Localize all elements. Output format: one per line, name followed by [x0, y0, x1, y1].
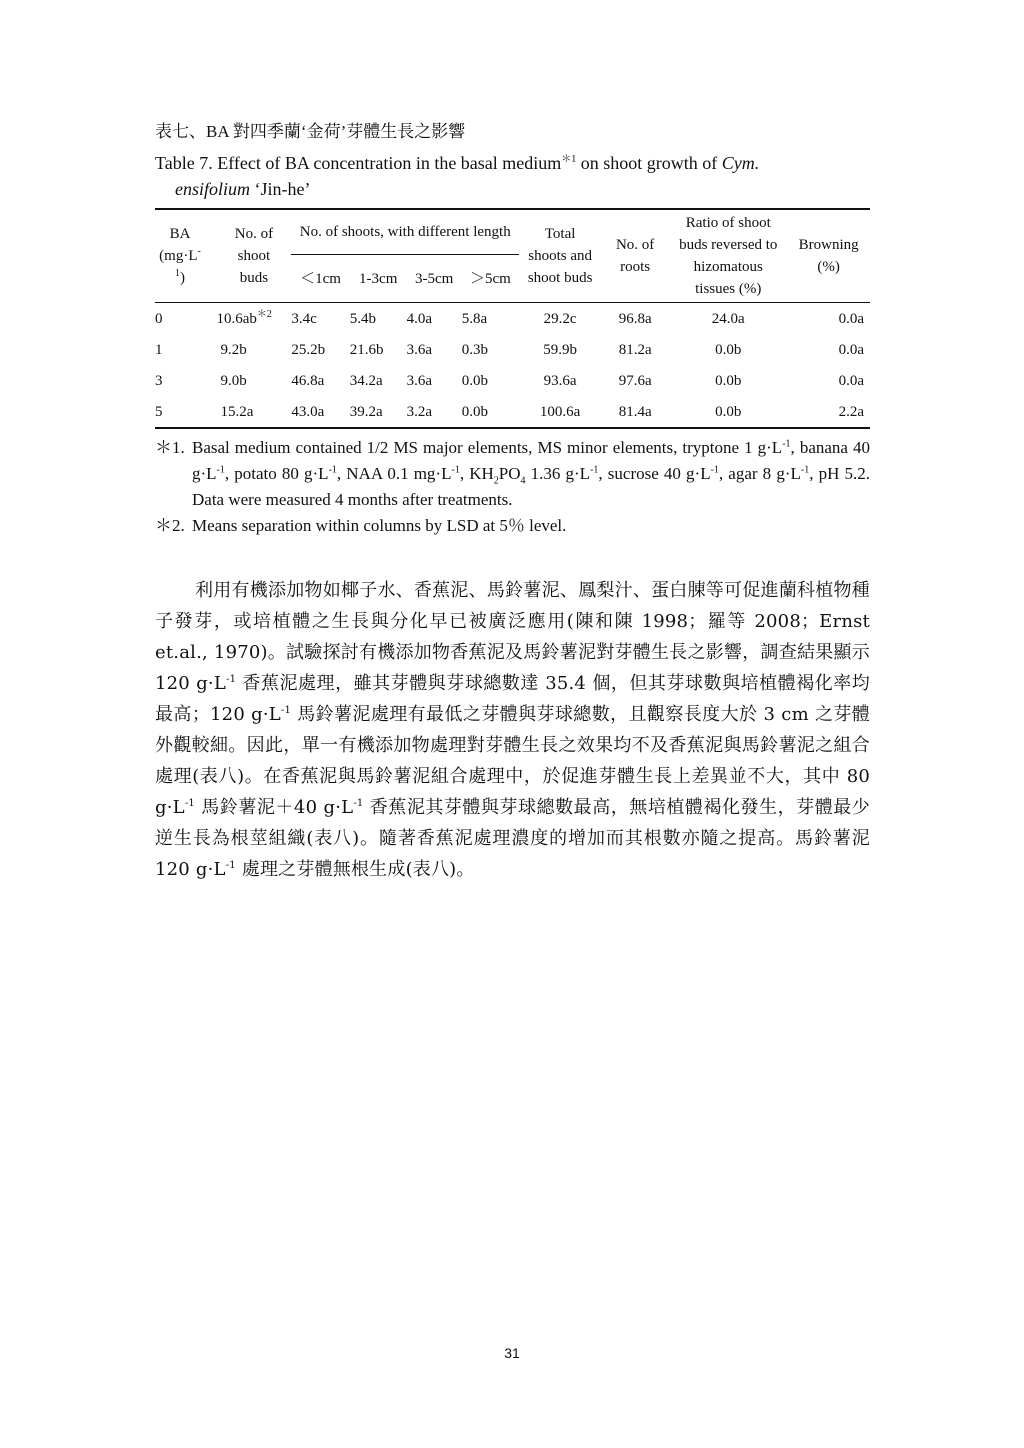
header-ratio: Ratio of shoot buds reversed to hizomatous tissues (%) — [669, 209, 787, 303]
body-paragraph: 利用有機添加物如椰子水、香蕉泥、馬鈴薯泥、鳳梨汁、蛋白腖等可促進蘭科植物種子發芽，或培植體之生長與分化早已被廣泛應用(陳和陳 1998；羅等 2008；Ernst et.al., 1970)。試驗探討有機添加物香蕉泥及馬鈴薯泥對芽體生長之影響，調查結果顯示 120 $g\cdot L^{-1}$ 香蕉泥處理，雖其芽體與芽球總數達 35.4 個，但其芽球數與培植體褐化率均最高；120 $g\cdot L^{-1}$ 馬鈴薯泥處理有最低之芽體與芽球總數，且觀察長度大於 3 cm 之芽體外觀較細。因此，單一有機添加物處理對芽體生長之效果均不及香蕉泥與馬鈴薯泥之組合處理(表八)。在香蕉泥與馬鈴薯泥組合處理中，於促進芽體生長上差異並不大，其中 80 $g\cdot L^{-1}$ 馬鈴薯泥＋40 $g\cdot L^{-1}$ 香蕉泥其芽體與芽球總數最高，無培植體褐化發生，芽體最少逆生長為根莖組織(表八)。隨著香蕉泥處理濃度的增加而其根數亦隨之提高。馬鈴薯泥 120 $g\cdot L^{-1}$ 處理之芽體無根生成(表八)。 — [155, 580, 870, 880]
header-shoots-group: No. of shoots, with different length — [291, 209, 519, 255]
header-shoot-buds: No. of shoot buds — [216, 209, 291, 303]
caption-footnote-mark: ＊1 — [561, 154, 577, 165]
buds-footnote-mark: ＊2 — [256, 308, 272, 320]
table-row: 5 15.2a 43.0a 39.2a 3.2a 0.0b 100.6a 81.4a 0.0b 2.2a — [155, 396, 870, 428]
table-caption-english — [155, 150, 870, 202]
table-row: 3 9.0b 46.8a 34.2a 3.6a 0.0b 93.6a 97.6a 0.0b 0.0a — [155, 372, 864, 389]
subheader-3-5cm: 3-5cm — [407, 255, 462, 303]
subheader-1-3cm: 1-3cm — [350, 255, 407, 303]
caption-indent — [155, 176, 310, 202]
table-row: 1 9.2b 25.2b 21.6b 3.6a 0.3b 59.9b 81.2a 0.0b 0.0a — [155, 341, 864, 358]
footnote-1: ＊1. Basal medium contained 1/2 MS major elements, MS minor elements, tryptone 1 $g\cdot L^{-1}$, banana 40 $g\cdot L^{-1}$, potato 80 $g\cdot L^{-1}$, NAA 0.1 $mg\cdot L^{-1}$, $KH_2PO_4$ 1.36 $g\cdot L^{-1}$, sucrose 40 $g\cdot L^{-1}$, agar 8 $g\cdot L^{-1}$, pH 5.2. Data were measured 4 months after treatments. — [155, 435, 870, 513]
data-table — [155, 208, 870, 429]
footnote-2-mark: ＊2. — [155, 516, 185, 535]
header-total: Total shoots and shoot buds — [519, 209, 601, 303]
caption-species-epithet: ensifolium — [175, 179, 250, 199]
caption-middle: on shoot growth of — [576, 153, 722, 173]
header-roots: No. of roots — [601, 209, 669, 303]
header-browning: Browning (%) — [787, 209, 870, 303]
table-footnotes — [155, 435, 870, 539]
page-number: 31 — [504, 1345, 520, 1361]
subheader-lt1cm: ＜1cm — [291, 255, 349, 303]
footnote-2: ＊2. Means separation within columns by LSD at 5％ level. — [155, 513, 870, 539]
table-caption-chinese: 表七、BA 對四季蘭‘金荷’芽體生長之影響 — [155, 122, 466, 141]
caption-species-genus: Cym. — [721, 153, 760, 173]
footnote-1-mark: ＊1. — [155, 438, 185, 457]
table-row: 0 $10.6ab^{*2}$ 3.4c 5.4b 4.0a 5.8a 29.2c 96.8a 24.0a 0.0a — [155, 308, 864, 327]
caption-cultivar: ‘Jin-he’ — [250, 179, 311, 199]
document-page — [155, 120, 870, 903]
subheader-gt5cm: ＞5cm — [462, 255, 519, 303]
header-row — [155, 209, 870, 255]
caption-prefix: Table 7. Effect of BA concentration in the basal medium — [155, 153, 562, 173]
header-ba: BA $(mg\cdot L^{-1})$ — [155, 209, 216, 303]
